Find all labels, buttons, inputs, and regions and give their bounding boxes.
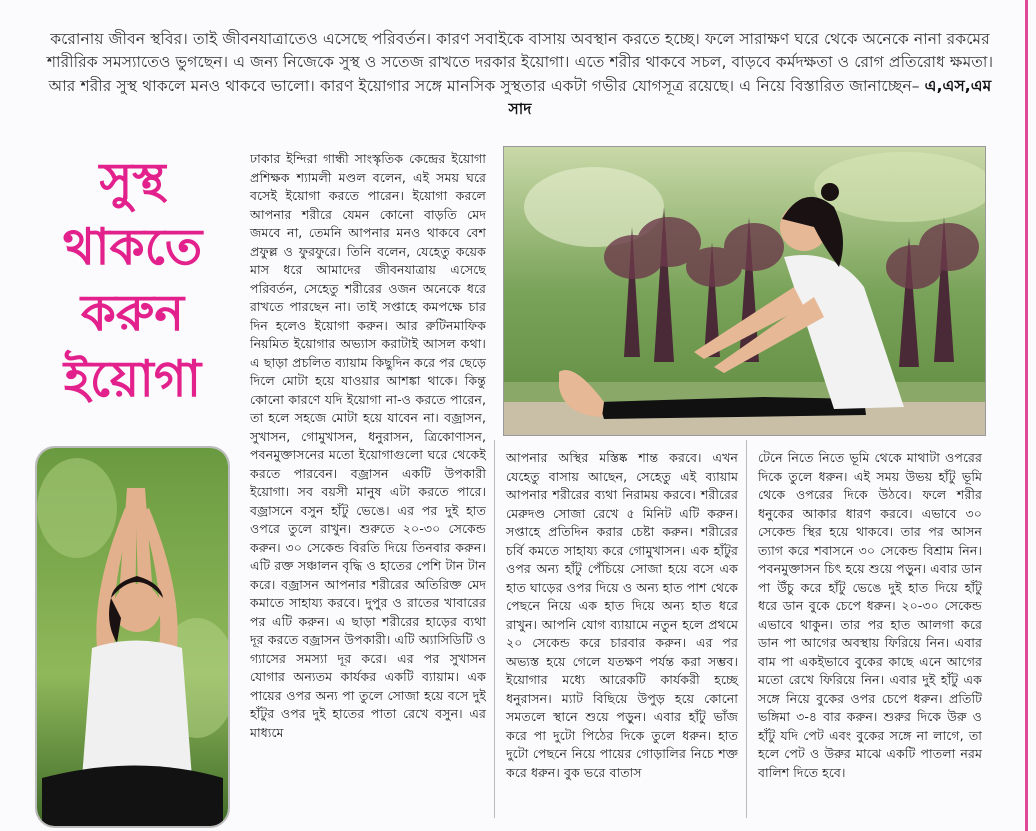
- article-column-2: আপনার অস্থির মস্তিষ্ক শান্ত করবে। এখন যেহেতু বাসায় আছেন, সেহেতু এই ব্যায়াম আপনার শরীরের ব্যথা নিরাময় করবে। শরীরের মেরুদণ্ড সোজা রেখে ৫ মিনিট এটি করুন। সপ্তাহে প্রতিদিন করার চেষ্টা করুন। শরীরের চর্বি কমতে সাহায্য করে গোমুখাসন। এক হাঁটুর ওপর অন্য হাঁটু পেঁচিয়ে সোজা হয়ে বসে এক হাত ঘাড়ের ওপর দিয়ে ও অন্য হাত পাশ থেকে পেছনে নিয়ে এক হাত দিয়ে অন্য হাত ধরে রাখুন। আপনি যোগ ব্যায়ামে নতুন হলে প্রথমে ২০ সেকেন্ড করে চারবার করুন। এর পর অভ্যস্ত হয়ে গেলে যতক্ষণ পর্যন্ত করা সম্ভব। ইয়োগার মধ্যে আরেকটি কার্যকরী হচ্ছে ধনুরাসন। ম্যাট বিছিয়ে উপুড় হয়ে কোনো সমতলে স্থানে শুয়ে পড়ুন। এবার হাঁটু ভাঁজ করে পা দুটো পিঠের দিকে তুলে ধরুন। হাত দুটো পেছনে নিয়ে পায়ের গোড়ালির নিচে শক্ত করে ধরুন। বুক ভরে বাতাস: [506, 450, 738, 780]
- article-column-1: ঢাকার ইন্দিরা গান্ধী সাংস্কৃতিক কেন্দ্রের ইয়োগা প্রশিক্ষক শ্যামলী মণ্ডল বলেন, এই সময় ঘরে বসেই ইয়োগা করতে পারেন। ইয়োগা করলে আপনার শরীরে যেমন কোনো বাড়তি মেদ জমবে না, তেমনি আপনার মনও থাকবে বেশ প্রফুল্ল ও ফুরফুরে। তিনি বলেন, যেহেতু কয়েক মাস ধরে আমাদের জীবনযাত্রায় এসেছে পরিবর্তন, সেহেতু শরীরের ওজন অনেকে ধরে রাখতে পারছেন না। তাই সপ্তাহে কমপক্ষে চার দিন হলেও ইয়োগা করুন। আর রুটিনমাফিক নিয়মিত ইয়োগার অভ্যাস করাটাই আসল কথা। এ ছাড়া প্রচলিত ব্যায়াম কিছুদিন করে পর ছেড়ে দিলে মোটা হয়ে যাওয়ার আশঙ্কা থাকে। কিন্তু কোনো কারণে যদি ইয়োগা না-ও করতে পারেন, তা হলে সহজে মোটা হয়ে যাবেন না। বজ্রাসন, সুখাসন, গোমুখাসন, ধনুরাসন, ত্রিকোণাসন, পবনমুক্তাসনের মতো ইয়োগাগুলো ঘরে থেকেই করতে পারবেন। বজ্রাসন একটি উপকারী ইয়োগা। সব বয়সী মানুষ এটা করতে পারে। বজ্রাসনে বসুন হাঁটু ভেঙে। এর পর দুই হাত ওপরে তুলে রাখুন। শুরুতে ২০-৩০ সেকেন্ড করুন। ৩০ সেকেন্ড বিরতি দিয়ে তিনবার করুন। এটি রক্ত সঞ্চালন বৃদ্ধি ও হাতের পেশি টান টান করে। বজ্রাসন আপনার শরীরের অতিরিক্ত মেদ কমাতে সাহায্য করবে। দুপুর ও রাতের খাবারের পর এটি করুন। এ ছাড়া শরীরের হাড়ের ব্যথা দূর করতে বজ্রাসন উপকারী। এটি অ্যাসিডিটি ও গ্যাসের সমস্যা দূর করে। এর পর সুখাসন যোগার অন্যতম কার্যকর একটি ব্যায়াম। এক পায়ের ওপর অন্য পা তুলে সোজা হয়ে বসে দুই হাঁটুর ওপর দুই হাতের পাতা রেখে বসুন। এর মাধ্যমে: [250, 151, 486, 740]
- column-divider-2: [746, 440, 747, 818]
- intro-text: করোনায় জীবন স্থবির। তাই জীবনযাত্রাতেও এসেছে পরিবর্তন। কারণ সবাইকে বাসায় অবস্থান করতে হচ্ছে। ফলে সারাক্ষণ ঘরে থেকে অনেকে নানা রকমের শারীরিক সমস্যাতেও ভুগছেন। এ জন্য নিজেকে সুস্থ ও সতেজ রাখতে দরকার ইয়োগা। এতে শরীর থাকবে সচল, বাড়বে কর্মদক্ষতা ও রোগ প্রতিরোধ ক্ষমতা। আর শরীর সুস্থ থাকলে মনও থাকবে ভালো। কারণ ইয়োগার সঙ্গে মানসিক সুস্থতার একটা গভীর যোগসূত্র রয়েছে। এ নিয়ে বিস্তারিত জানাচ্ছেন–: [46, 29, 994, 95]
- side-photo-raised-hands: [35, 446, 230, 828]
- column-divider-1: [494, 440, 495, 818]
- main-photo-seated-stretch: [503, 146, 986, 436]
- headline-line-3: করুন: [80, 283, 185, 342]
- page-edge-border: [1025, 0, 1028, 831]
- headline-line-2: থাকতে: [62, 217, 203, 276]
- article-headline: [30, 148, 235, 412]
- headline-line-4: ইয়োগা: [63, 349, 202, 408]
- intro-paragraph: [40, 28, 1000, 122]
- article-column-3: টেনে নিতে নিতে ভূমি থেকে মাথাটা ওপরের দিকে তুলে ধরুন। এই সময় উভয় হাঁটু ভূমি থেকে ওপরের দিকে উঠবে। ফলে শরীর ধনুকের আকার ধারণ করবে। এভাবে ৩০ সেকেন্ড স্থির হয়ে থাকবে। তার পর আসন ত্যাগ করে শবাসনে ৩০ সেকেন্ড বিশ্রাম নিন। পবনমুক্তাসন চিৎ হয়ে শুয়ে পড়ুন। এবার ডান পা উঁচু করে হাঁটু ভেঙে দুই হাত দিয়ে হাঁটু ধরে ডান বুকে চেপে ধরুন। ২০-৩০ সেকেন্ড এভাবে থাকুন। তার পর হাত আলগা করে ডান পা আগের অবস্থায় ফিরিয়ে নিন। এবার বাম পা একইভাবে বুকের কাছে এনে আগের মতো রেখে ফিরিয়ে নিন। এবার দুই হাঁটু এক সঙ্গে নিয়ে বুকের ওপর চেপে ধরুন। প্রতিটি ভঙ্গিমা ৩-৪ বার করুন। শুরুর দিকে উরু ও হাঁটু যদি পেট এবং বুকের সঙ্গে না লাগে, তা হলে পেট ও উরুর মাঝে একটি পাতলা নরম বালিশ দিতে হবে।: [758, 450, 982, 780]
- byline: এ,এস,এম সাদ: [508, 76, 992, 118]
- headline-line-1: সুস্থ: [99, 151, 166, 210]
